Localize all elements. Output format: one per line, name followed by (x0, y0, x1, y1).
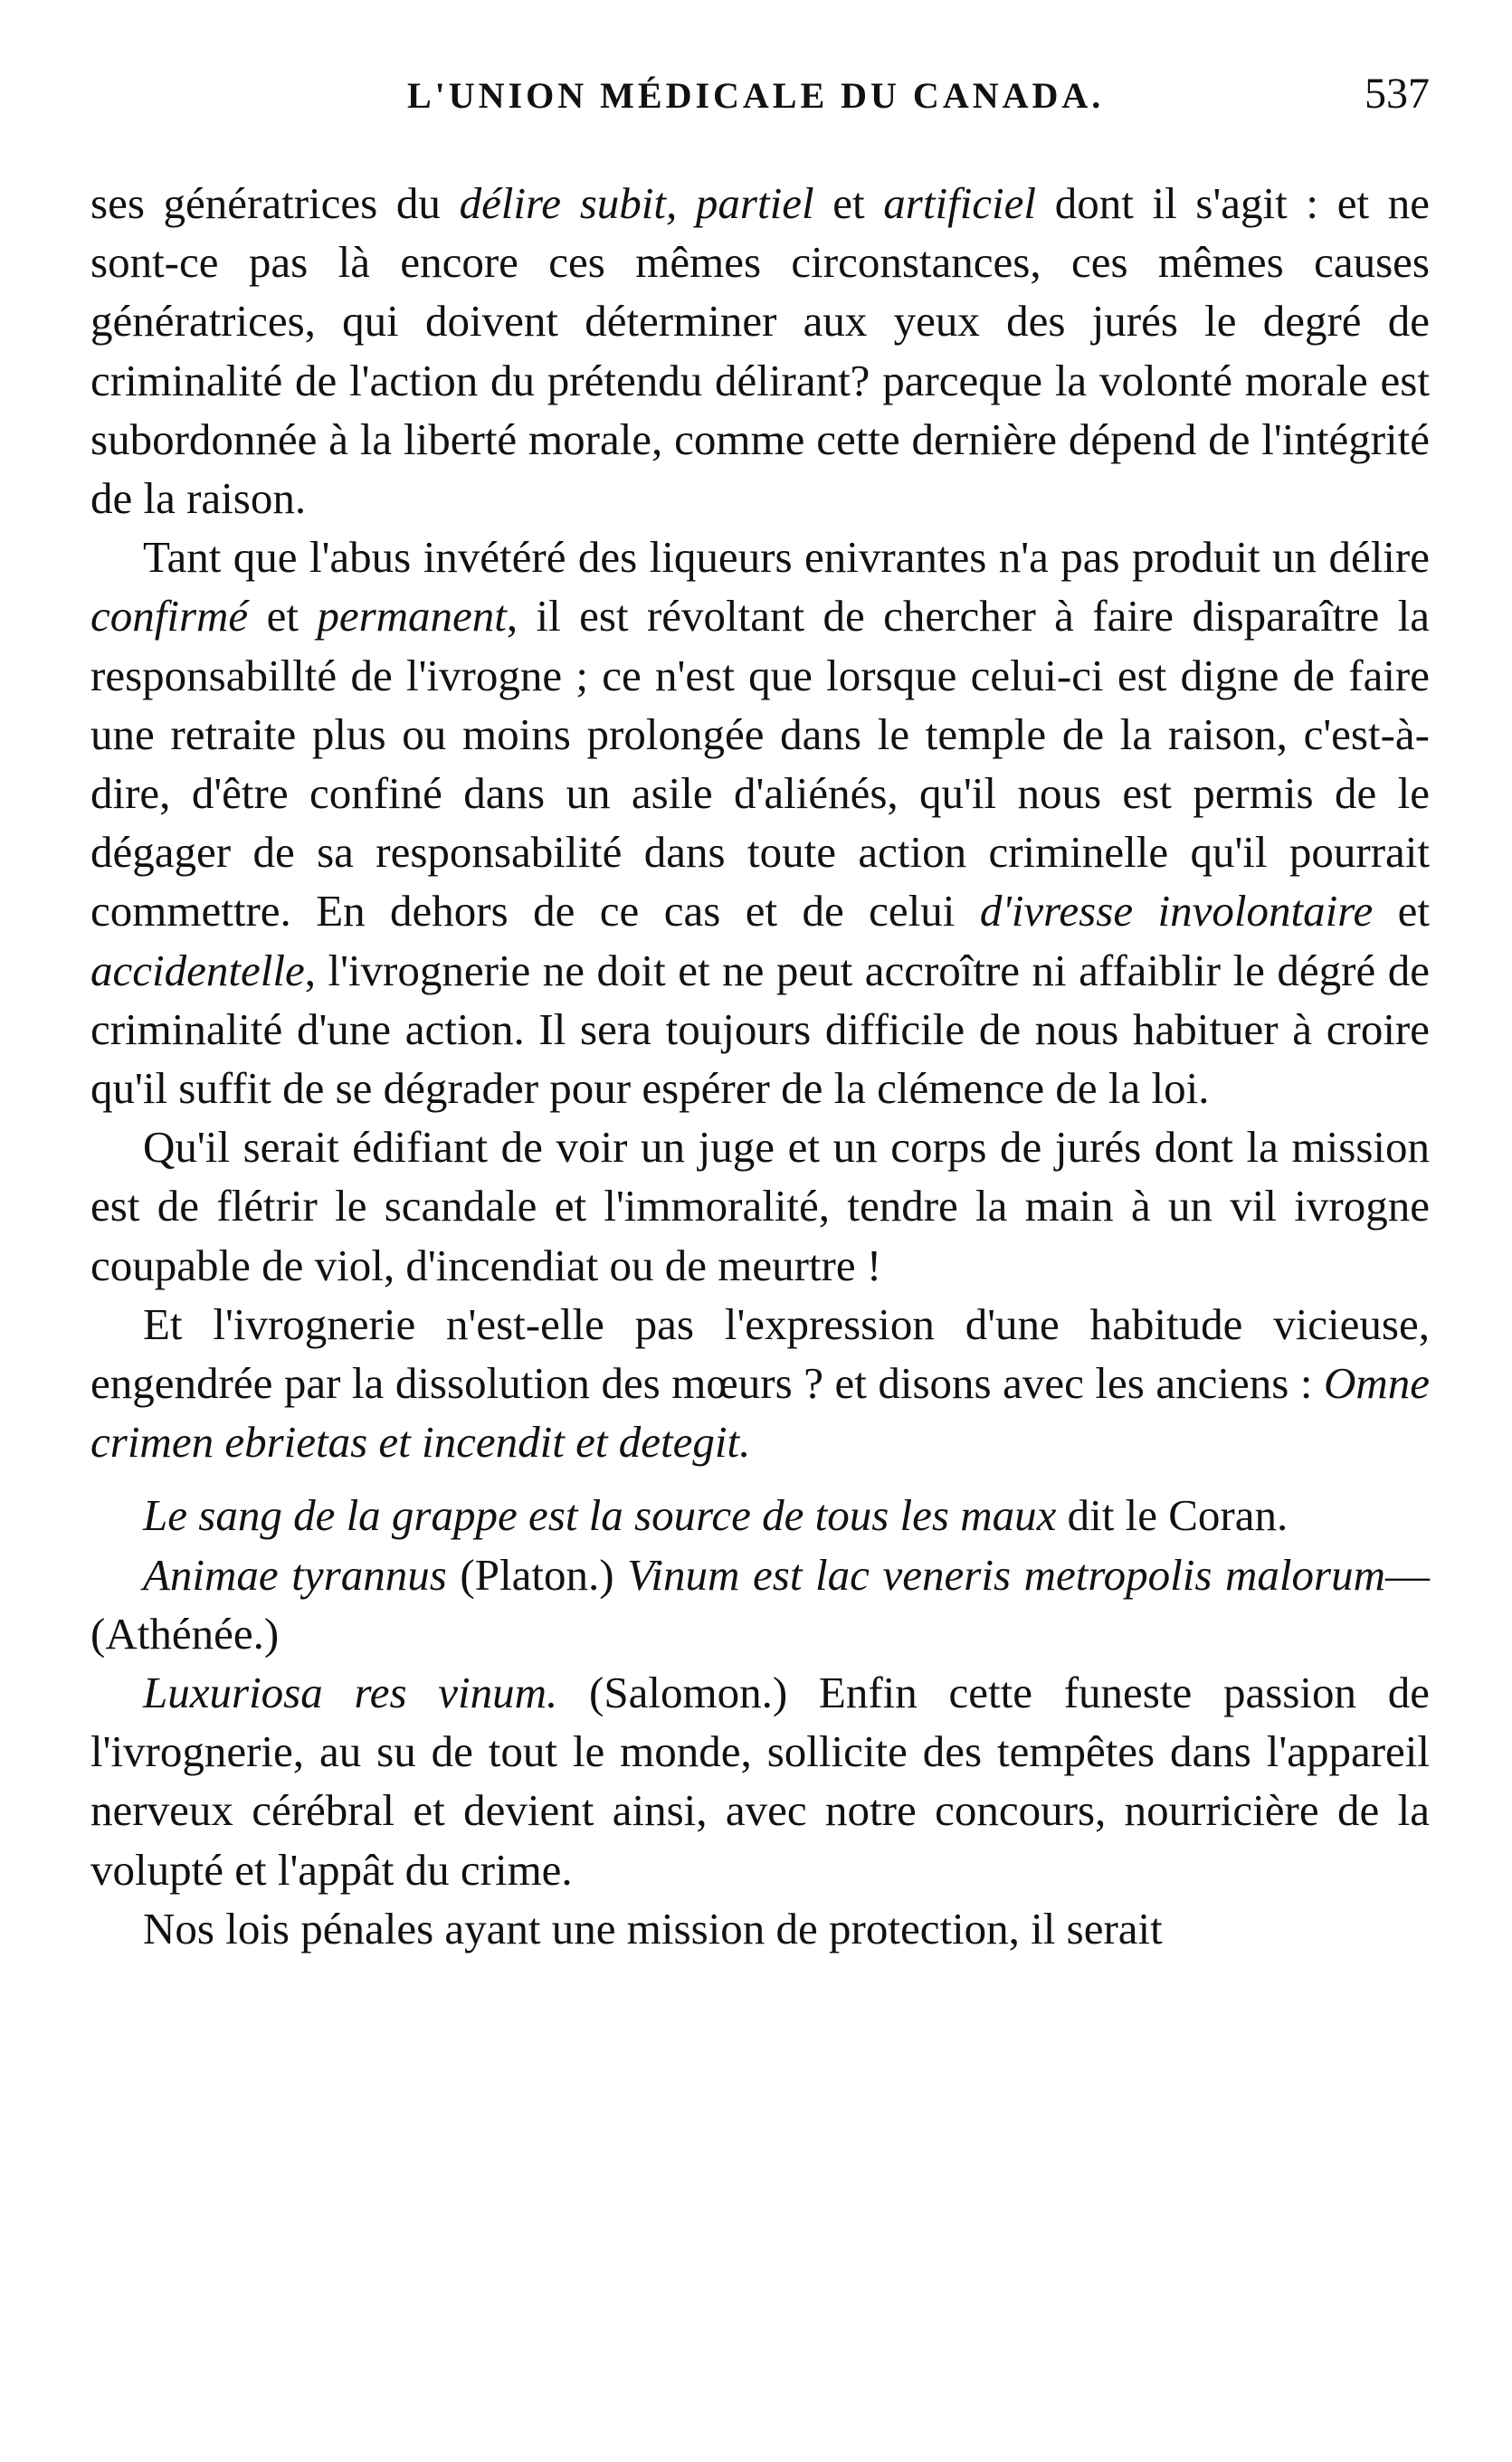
text-run: dit le Coran. (1056, 1490, 1289, 1541)
text-run: et (1373, 886, 1430, 936)
paragraph (90, 1545, 1430, 1663)
page-header (100, 70, 1430, 128)
text-run: Nos lois pénales ayant une mission de protection, il serait (143, 1903, 1163, 1953)
text-run: Tant que l'abus invétéré des liqueurs enivrantes n'a pas produit un délire (143, 532, 1430, 583)
paragraph (90, 1486, 1430, 1545)
paragraph (90, 1295, 1430, 1472)
text-run: Qu'il serait édifiant de voir un juge et un corps de jurés dont la mission est de flétrir le scandale et l'immoralité, tendre la main à un vil ivrogne coupable de viol, d'incendiat ou de meurtre ! (90, 1122, 1430, 1290)
paragraph (90, 174, 1430, 528)
italic-text: Le sang de la grappe est la source de tous les maux (143, 1490, 1057, 1541)
italic-text: confirmé (90, 591, 249, 642)
paragraph (90, 1663, 1430, 1899)
paragraph (90, 528, 1430, 1117)
italic-text: Luxuriosa res vinum. (143, 1668, 558, 1718)
italic-text: d'ivresse involontaire (979, 886, 1374, 936)
text-run: , il est révoltant de chercher à faire disparaître la responsabillté de l'ivrogne ; ce n'est que lorsque celui-ci est digne de faire une retraite plus ou moins prolongée dans le temple de la raison, c'est-à-dire, d'être confiné dans un asile d'aliénés, qu'il nous est permis de le dégager de sa responsabilité dans toute action criminelle qu'il pourrait commettre. En dehors de ce cas et de celui (90, 591, 1430, 936)
italic-text: permanent (317, 591, 507, 642)
paragraph (90, 1117, 1430, 1295)
text-run: dont il s'agit : et ne sont-ce pas là encore ces mêmes circonstances, ces mêmes causes génératrices, qui doivent déterminer aux yeux des jurés le degré de criminalité de l'action du prétendu délirant? parceque la volonté morale est subordonnée à la liberté morale, comme cette dernière dépend de l'intégrité de la raison. (90, 178, 1430, 524)
italic-text: accidentelle (90, 945, 305, 995)
italic-text: Vinum est lac veneris metropolis malorum (627, 1549, 1385, 1600)
text-run: , l'ivrognerie ne doit et ne peut accroître ni affaiblir le dégré de criminalité d'une action. Il sera toujours difficile de nous habituer à croire qu'il suffit de se dégrader pour espérer de la clémence de la loi. (90, 945, 1430, 1114)
italic-text: délire subit, partiel (459, 178, 814, 228)
paragraph (90, 1899, 1430, 1958)
italic-text: artificiel (883, 178, 1037, 228)
body-text (90, 174, 1430, 1958)
italic-text: Omne crimen ebrietas et incendit et detegit. (90, 1358, 1430, 1468)
text-run: Et l'ivrognerie n'est-elle pas l'expression d'une habitude vicieuse, engendrée par la dissolution des mœurs ? et disons avec les anciens : (90, 1298, 1430, 1409)
text-run: —(Athénée.) (90, 1549, 1430, 1659)
text-run: et (813, 178, 884, 228)
running-title: L'UNION MÉDICALE DU CANADA. (407, 75, 1105, 116)
text-run: (Platon.) (446, 1549, 628, 1600)
text-run: (Salomon.) Enfin cette funeste passion de l'ivrognerie, au su de tout le monde, sollicite des tempêtes dans l'appareil nerveux cérébral et devient ainsi, avec notre concours, nourricière de la volupté et l'appât du crime. (90, 1668, 1430, 1895)
page-number: 537 (1365, 70, 1430, 118)
text-run: ses génératrices du (90, 178, 460, 228)
italic-text: Animae tyrannus (143, 1549, 447, 1600)
text-run: et (248, 591, 318, 642)
